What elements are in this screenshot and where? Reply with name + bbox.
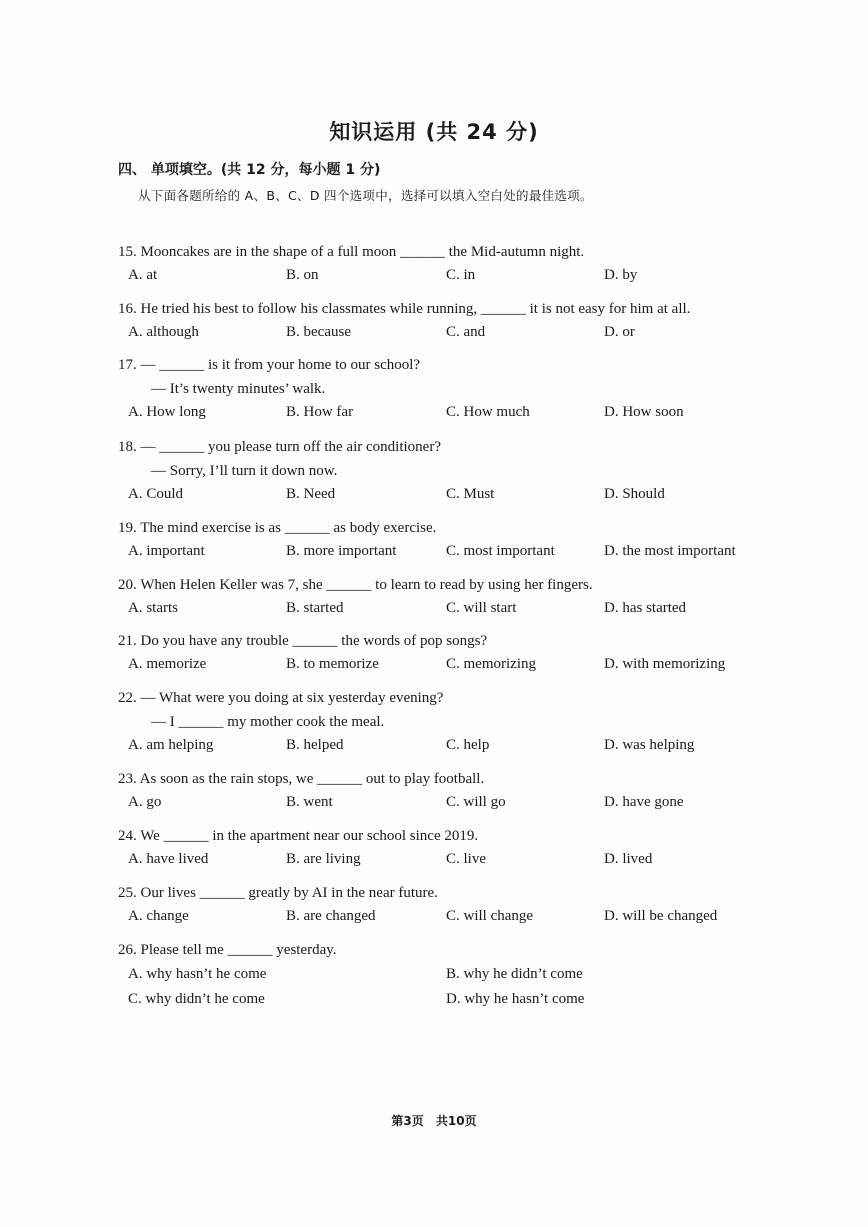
option-row [118, 734, 768, 757]
option-row [118, 264, 768, 287]
option-b: B. How far [286, 404, 354, 420]
option-c: C. in [446, 267, 476, 283]
option-row [118, 483, 768, 506]
option-a: A. go [128, 794, 162, 810]
option-a: A. have lived [128, 851, 209, 867]
question-stem: 20. When Helen Keller was 7, she ______ to learn to read by using her fingers. [118, 577, 593, 593]
option-a: A. How long [128, 404, 206, 420]
option-c: C. memorizing [446, 656, 536, 672]
option-row [118, 597, 768, 620]
option-c: C. How much [446, 404, 530, 420]
question-stem: 19. The mind exercise is as ______ as body exercise. [118, 520, 437, 536]
question-item [118, 767, 768, 814]
option-c: C. help [446, 737, 490, 753]
option-b: B. to memorize [286, 656, 379, 672]
question-item [118, 353, 768, 424]
option-d: D. lived [604, 851, 653, 867]
question-stem: 21. Do you have any trouble ______ the words of pop songs? [118, 633, 488, 649]
question-item [118, 686, 768, 757]
option-d: D. have gone [604, 794, 684, 810]
section-heading: 四、 单项填空。(共 12 分，每小题 1 分) [118, 162, 381, 178]
question-stem: 24. We ______ in the apartment near our school since 2019. [118, 828, 479, 844]
option-d: D. or [604, 324, 635, 340]
option-c: C. Must [446, 486, 495, 502]
section-instruction: 从下面各题所给的 A、B、C、D 四个选项中，选择可以填入空白处的最佳选项。 [138, 188, 593, 203]
option-b: B. Need [286, 486, 336, 502]
option-b: B. are changed [286, 908, 376, 924]
question-item [118, 824, 768, 871]
option-row [118, 905, 768, 928]
option-row [118, 540, 768, 563]
option-d: D. why he hasn’t come [446, 991, 585, 1007]
page-footer [0, 1112, 868, 1129]
option-row [118, 321, 768, 344]
option-a: A. memorize [128, 656, 207, 672]
question-stem: 16. He tried his best to follow his classmates while running, ______ it is not easy for him at all. [118, 301, 691, 317]
option-a: A. although [128, 324, 199, 340]
option-d: D. the most important [604, 543, 736, 559]
option-row [118, 987, 768, 1012]
question-item [118, 573, 768, 620]
option-b: B. are living [286, 851, 361, 867]
option-row [118, 401, 768, 424]
option-a: A. change [128, 908, 189, 924]
option-a: A. why hasn’t he come [128, 966, 267, 982]
dialogue-line: — It’s twenty minutes’ walk. [151, 381, 326, 397]
page-title: 知识运用 (共 24 分) [329, 120, 539, 144]
dialogue-line: — I ______ my mother cook the meal. [151, 714, 385, 730]
option-b: B. why he didn’t come [446, 966, 583, 982]
option-c: C. will change [446, 908, 534, 924]
question-stem: 23. As soon as the rain stops, we ______ out to play football. [118, 771, 485, 787]
option-d: D. by [604, 267, 638, 283]
option-d: D. will be changed [604, 908, 718, 924]
question-item [118, 435, 768, 506]
option-row [118, 653, 768, 676]
question-item [118, 240, 768, 287]
option-a: A. am helping [128, 737, 214, 753]
option-a: A. at [128, 267, 158, 283]
option-b: B. more important [286, 543, 397, 559]
option-d: D. How soon [604, 404, 684, 420]
dialogue-line: — Sorry, I’ll turn it down now. [151, 463, 338, 479]
question-stem: 17. — ______ is it from your home to our school? [118, 357, 421, 373]
option-b: B. went [286, 794, 333, 810]
option-c: C. most important [446, 543, 555, 559]
option-a: A. important [128, 543, 205, 559]
option-a: A. starts [128, 600, 178, 616]
question-stem: 22. — What were you doing at six yesterday evening? [118, 690, 444, 706]
option-b: B. helped [286, 737, 344, 753]
option-row [118, 791, 768, 814]
option-d: D. with memorizing [604, 656, 726, 672]
option-d: D. was helping [604, 737, 695, 753]
question-26 [118, 938, 768, 1012]
question-item [118, 297, 768, 344]
page-number: 第3页 [391, 1114, 424, 1128]
option-d: D. Should [604, 486, 665, 502]
option-b: B. started [286, 600, 344, 616]
option-c: C. and [446, 324, 486, 340]
option-b: B. because [286, 324, 351, 340]
question-item [118, 629, 768, 676]
option-row [118, 848, 768, 871]
option-c: C. why didn’t he come [128, 991, 265, 1007]
question-stem: 25. Our lives ______ greatly by AI in the near future. [118, 885, 438, 901]
question-stem: 26. Please tell me ______ yesterday. [118, 942, 337, 958]
question-stem: 15. Mooncakes are in the shape of a full moon ______ the Mid-autumn night. [118, 244, 585, 260]
option-row [118, 962, 768, 987]
option-c: C. will go [446, 794, 506, 810]
option-c: C. will start [446, 600, 517, 616]
option-c: C. live [446, 851, 486, 867]
option-a: A. Could [128, 486, 184, 502]
question-item [118, 516, 768, 563]
page-total: 共10页 [435, 1114, 477, 1128]
question-stem: 18. — ______ you please turn off the air conditioner? [118, 439, 441, 455]
question-item [118, 881, 768, 928]
option-b: B. on [286, 267, 319, 283]
option-d: D. has started [604, 600, 687, 616]
